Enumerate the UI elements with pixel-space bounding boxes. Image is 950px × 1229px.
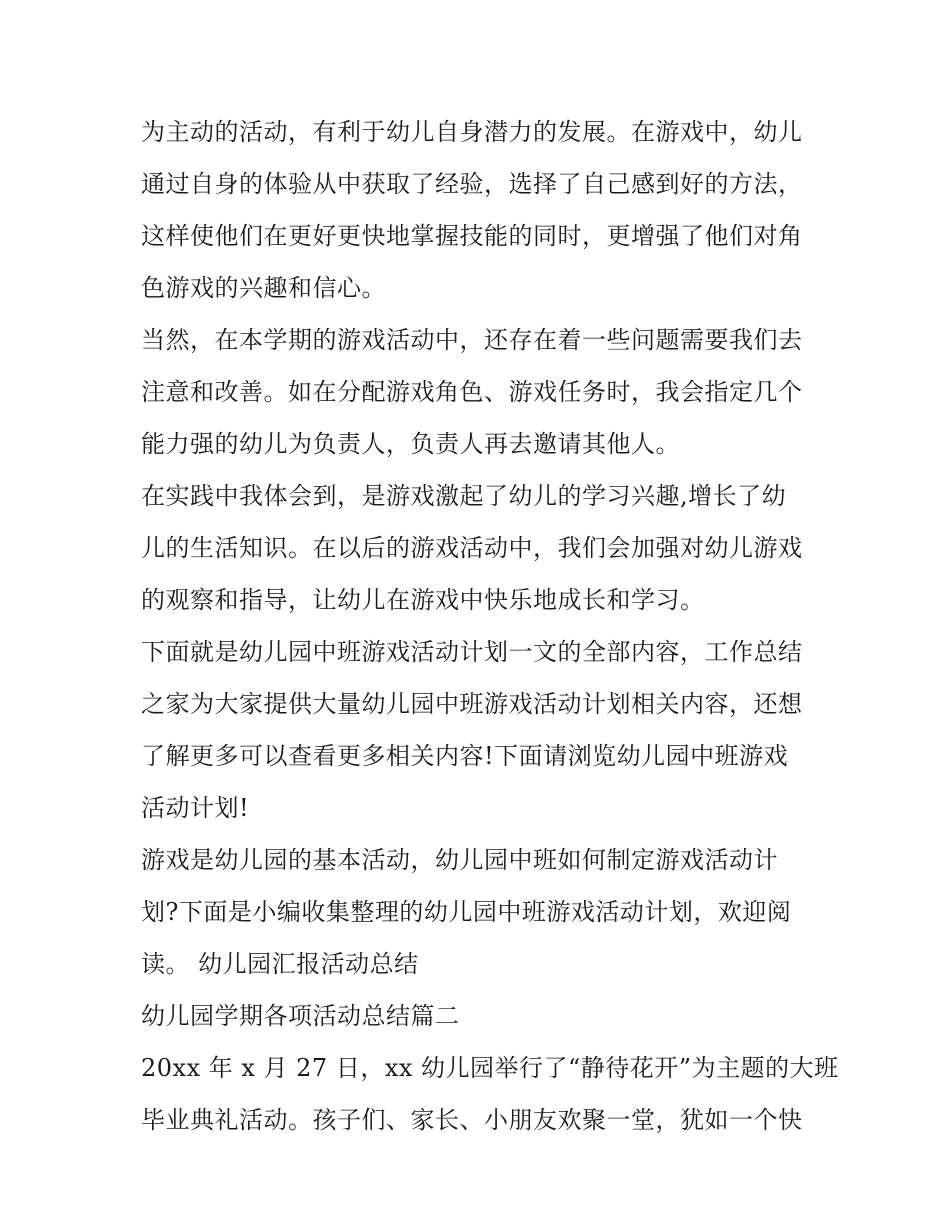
text-line: 游戏是幼儿园的基本活动，幼儿园中班如何制定游戏活动计 <box>141 846 778 874</box>
text-line: 读。 幼儿园汇报活动总结 <box>141 950 419 978</box>
text-line: 幼儿园学期各项活动总结篇二 <box>141 1002 460 1030</box>
document-body <box>141 106 839 1146</box>
text-line: 下面就是幼儿园中班游戏活动计划一文的全部内容，工作总结 <box>141 638 803 666</box>
text-line: 注意和改善。如在分配游戏角色、游戏任务时，我会指定几个 <box>141 378 803 406</box>
text-line: 能力强的幼儿为负责人，负责人再去邀请其他人。 <box>141 430 680 458</box>
text-line: 活动计划! <box>141 794 250 822</box>
text-line: 通过自身的体验从中获取了经验，选择了自己感到好的方法， <box>141 170 803 198</box>
text-line: 划?下面是小编收集整理的幼儿园中班游戏活动计划，欢迎阅 <box>141 898 792 926</box>
text-line: 之家为大家提供大量幼儿园中班游戏活动计划相关内容，还想 <box>141 690 803 718</box>
text-line: 了解更多可以查看更多相关内容!下面请浏览幼儿园中班游戏 <box>141 742 789 770</box>
text-line: 当然，在本学期的游戏活动中，还存在着一些问题需要我们去 <box>141 326 803 354</box>
text-line: 色游戏的兴趣和信心。 <box>141 274 386 302</box>
text-line: 为主动的活动，有利于幼儿自身潜力的发展。在游戏中，幼儿 <box>141 118 803 146</box>
text-line: 这样使他们在更好更快地掌握技能的同时，更增强了他们对角 <box>141 222 803 250</box>
text-line: 在实践中我体会到，是游戏激起了幼儿的学习兴趣,增长了幼 <box>141 482 787 510</box>
text-line: 20xx 年 x 月 27 日，xx 幼儿园举行了“静待花开”为主题的大班 <box>141 1054 839 1082</box>
text-line: 的观察和指导，让幼儿在游戏中快乐地成长和学习。 <box>141 586 705 614</box>
text-line: 儿的生活知识。在以后的游戏活动中，我们会加强对幼儿游戏 <box>141 534 803 562</box>
text-line: 毕业典礼活动。孩子们、家长、小朋友欢聚一堂，犹如一个快 <box>141 1106 803 1134</box>
